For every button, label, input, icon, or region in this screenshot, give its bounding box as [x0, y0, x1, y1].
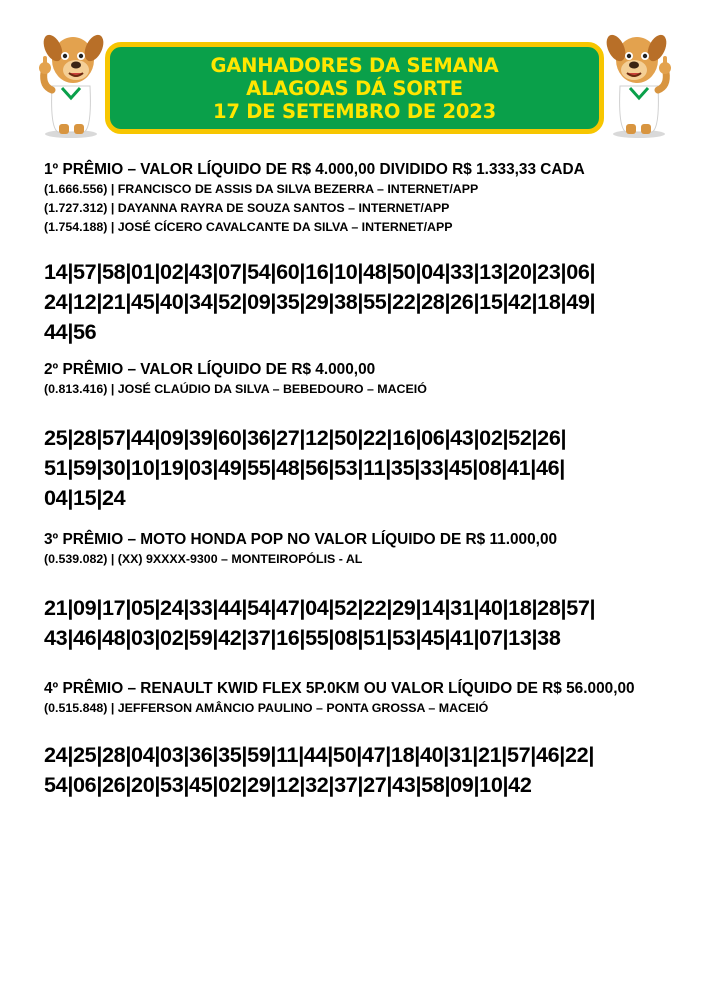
- prize-1-winner-1: (1.666.556) | FRANCISCO DE ASSIS DA SILVA BEZERRA – INTERNET/APP: [44, 182, 479, 196]
- dog-mascot-icon: [604, 28, 674, 140]
- dog-mascot-icon: [36, 28, 106, 140]
- prize-3-title: 3º PRÊMIO – MOTO HONDA POP NO VALOR LÍQUIDO DE R$ 11.000,00: [44, 531, 558, 548]
- prize-4-numbers-line-2: 54|06|26|20|53|45|02|29|12|32|37|27|43|58|09|10|42: [44, 772, 532, 797]
- prize-1-numbers-line-1: 14|57|58|01|02|43|07|54|60|16|10|48|50|04|33|13|20|23|06|: [44, 259, 596, 284]
- prize-4-section: [44, 679, 664, 800]
- prize-1-title: 1º PRÊMIO – VALOR LÍQUIDO DE R$ 4.000,00 DIVIDIDO R$ 1.333,33 CADA: [44, 161, 585, 178]
- prize-3-winner-1: (0.539.082) | (XX) 9XXXX-9300 – MONTEIROPÓLIS - AL: [44, 552, 363, 566]
- prize-4-winner-1: (0.515.848) | JEFFERSON AMÂNCIO PAULINO – PONTA GROSSA – MACEIÓ: [44, 701, 489, 715]
- prize-4-numbers-line-1: 24|25|28|04|03|36|35|59|11|44|50|47|18|40|31|21|57|46|22|: [44, 742, 595, 767]
- prize-1-winner-2: (1.727.312) | DAYANNA RAYRA DE SOUZA SANTOS – INTERNET/APP: [44, 201, 450, 215]
- prize-2-numbers-line-1: 25|28|57|44|09|39|60|36|27|12|50|22|16|06|43|02|52|26|: [44, 425, 567, 450]
- prize-2-winner-1: (0.813.416) | JOSÉ CLAÚDIO DA SILVA – BEBEDOURO – MACEIÓ: [44, 382, 427, 396]
- prize-3-numbers-line-2: 43|46|48|03|02|59|42|37|16|55|08|51|53|45|41|07|13|38: [44, 625, 561, 650]
- prize-3-numbers-line-1: 21|09|17|05|24|33|44|54|47|04|52|22|29|14|31|40|18|28|57|: [44, 595, 596, 620]
- prize-2-section: [44, 360, 664, 513]
- prize-3-section: [44, 530, 664, 653]
- prize-1-numbers-line-2: 24|12|21|45|40|34|52|09|35|29|38|55|22|28|26|15|42|18|49|: [44, 289, 596, 314]
- banner-subtitle: ALAGOAS DÁ SORTE: [246, 76, 463, 100]
- header-banner: [105, 42, 604, 134]
- prize-2-numbers-line-3: 04|15|24: [44, 485, 126, 510]
- banner-title: GANHADORES DA SEMANA: [210, 53, 499, 77]
- prize-1-section: [44, 160, 664, 347]
- prize-1-numbers-line-3: 44|56: [44, 319, 97, 344]
- prize-1-winner-3: (1.754.188) | JOSÉ CÍCERO CAVALCANTE DA SILVA – INTERNET/APP: [44, 220, 453, 234]
- prize-4-title: 4º PRÊMIO – RENAULT KWID FLEX 5P.0KM OU VALOR LÍQUIDO DE R$ 56.000,00: [44, 680, 635, 697]
- prize-2-title: 2º PRÊMIO – VALOR LÍQUIDO DE R$ 4.000,00: [44, 361, 376, 378]
- prize-2-numbers-line-2: 51|59|30|10|19|03|49|55|48|56|53|11|35|33|45|08|41|46|: [44, 455, 565, 480]
- banner-date: 17 DE SETEMBRO DE 2023: [212, 99, 497, 123]
